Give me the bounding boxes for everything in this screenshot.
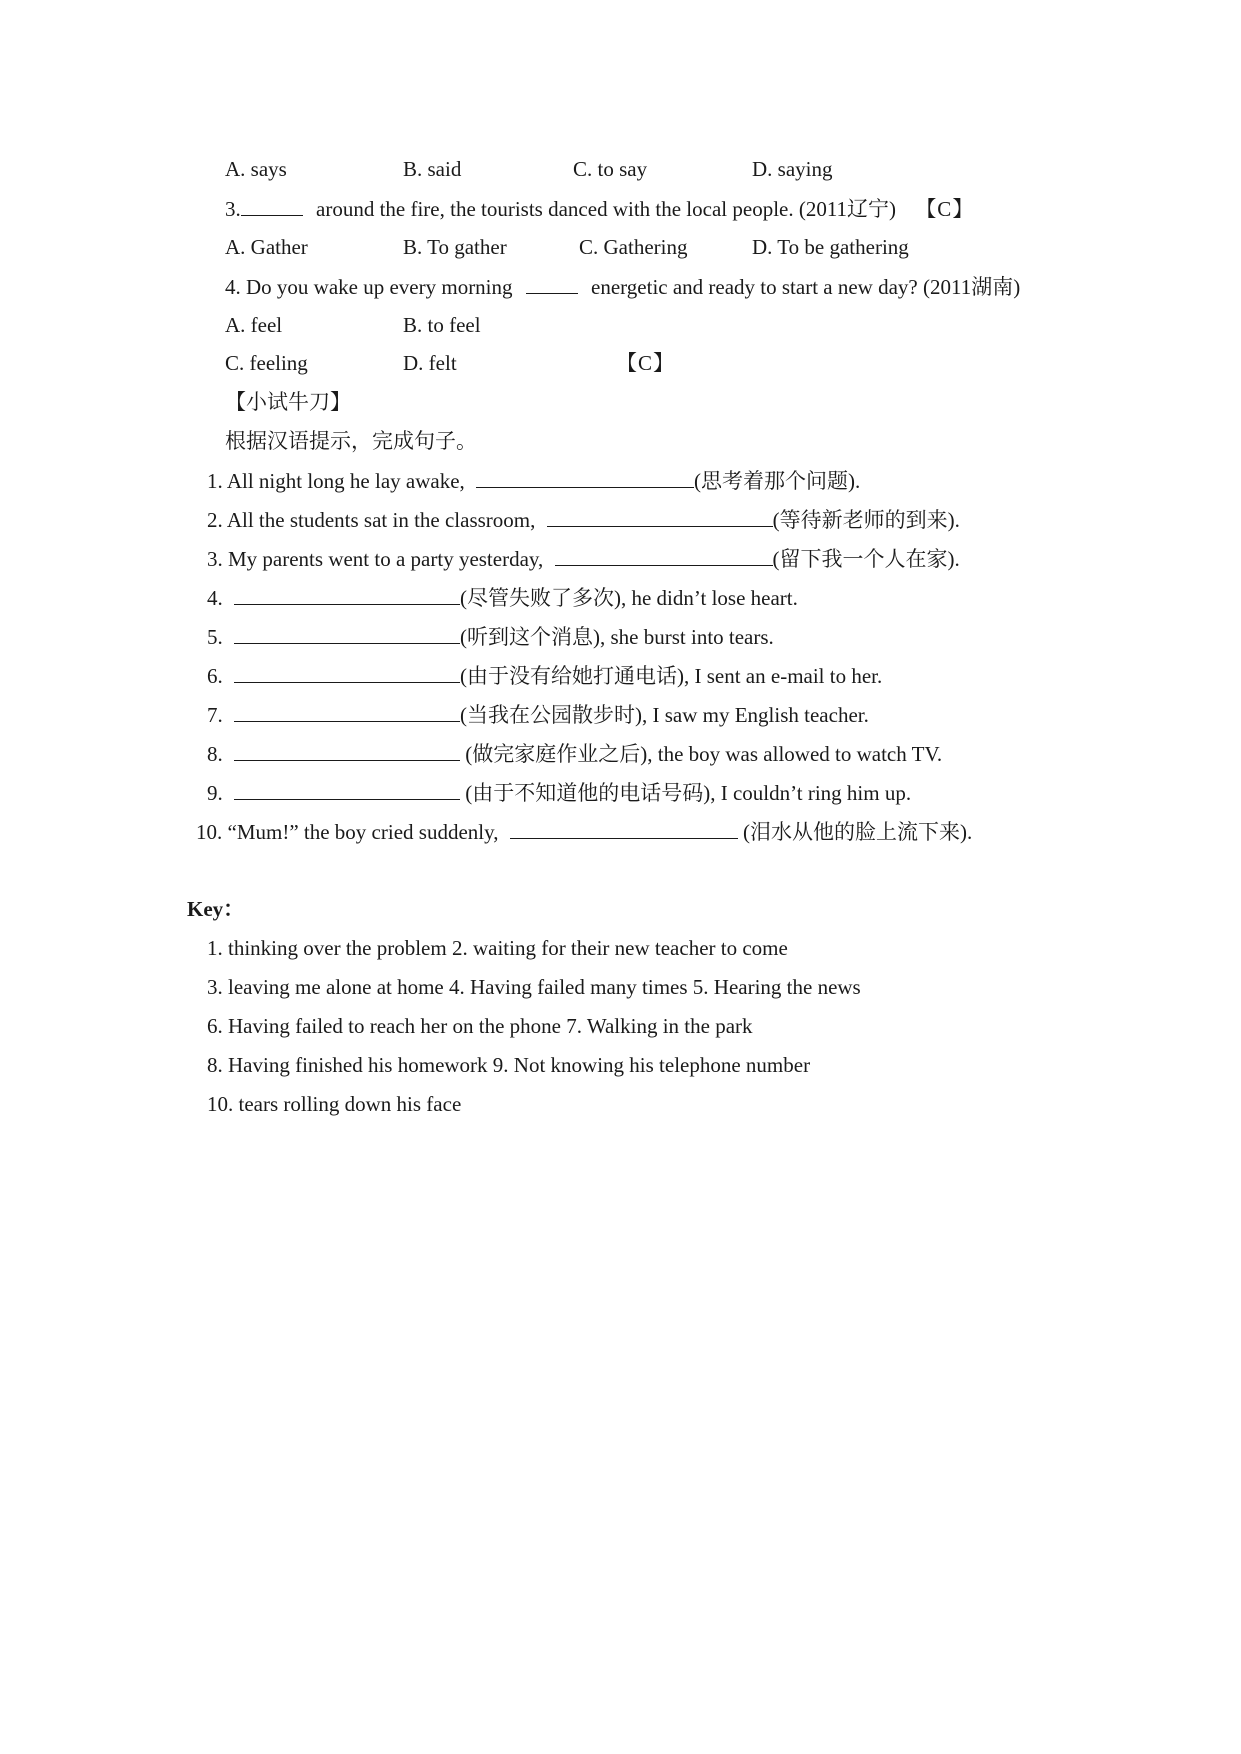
practice-item-number: 7. bbox=[207, 703, 223, 727]
practice-item-10 bbox=[196, 818, 972, 844]
q2-option-d: D. saying bbox=[752, 157, 833, 181]
practice-item-number: 6. bbox=[207, 664, 223, 688]
question-4-text-before: 4. Do you wake up every morning bbox=[225, 275, 513, 299]
answer-blank bbox=[510, 818, 738, 839]
question-3-number: 3. bbox=[225, 197, 241, 221]
answer-blank bbox=[234, 584, 460, 605]
question-4-text-after: energetic and ready to start a new day? (2011湖南) bbox=[591, 275, 1021, 299]
q2-option-c: C. to say bbox=[573, 157, 648, 181]
practice-item-1 bbox=[207, 467, 860, 493]
answer-blank bbox=[234, 623, 460, 644]
q2-option-a: A. says bbox=[225, 157, 287, 181]
practice-heading: 【小试牛刀】 bbox=[225, 390, 351, 414]
answer-blank bbox=[476, 467, 694, 488]
key-heading: Key： bbox=[187, 897, 245, 921]
q3-option-c: C. Gathering bbox=[579, 235, 688, 259]
practice-item-hint: (尽管失败了多次), he didn’t lose heart. bbox=[460, 586, 798, 610]
question-3-blank bbox=[241, 195, 303, 216]
practice-item-5 bbox=[207, 623, 774, 649]
practice-item-hint: (做完家庭作业之后), the boy was allowed to watch TV. bbox=[460, 742, 943, 766]
key-line: 8. Having finished his homework 9. Not knowing his telephone number bbox=[207, 1053, 811, 1077]
practice-item-7 bbox=[207, 701, 869, 727]
answer-blank bbox=[234, 662, 460, 683]
key-line: 3. leaving me alone at home 4. Having failed many times 5. Hearing the news bbox=[207, 975, 861, 999]
practice-instruction: 根据汉语提示，完成句子。 bbox=[225, 429, 477, 453]
practice-item-2 bbox=[207, 506, 960, 532]
practice-item-hint: (由于没有给她打通电话), I sent an e-mail to her. bbox=[460, 664, 883, 688]
practice-item-number: 2. bbox=[207, 508, 223, 532]
q3-option-b: B. To gather bbox=[403, 235, 507, 259]
practice-item-hint: (听到这个消息), she burst into tears. bbox=[460, 625, 774, 649]
practice-item-hint: (思考着那个问题). bbox=[694, 469, 861, 493]
practice-item-hint: (由于不知道他的电话号码), I couldn’t ring him up. bbox=[460, 781, 912, 805]
practice-item-text: My parents went to a party yesterday, bbox=[228, 547, 544, 571]
q3-option-a: A. Gather bbox=[225, 235, 308, 259]
key-line: 6. Having failed to reach her on the phone 7. Walking in the park bbox=[207, 1014, 753, 1038]
practice-item-3 bbox=[207, 545, 960, 571]
practice-item-number: 5. bbox=[207, 625, 223, 649]
practice-item-number: 10. bbox=[196, 820, 223, 844]
practice-item-4 bbox=[207, 584, 798, 610]
question-4 bbox=[225, 273, 1020, 299]
practice-item-hint: (等待新老师的到来). bbox=[772, 508, 960, 532]
question-3-answer: 【C】 bbox=[915, 197, 975, 221]
practice-item-hint: (当我在公园散步时), I saw my English teacher. bbox=[460, 703, 869, 727]
practice-item-text: All the students sat in the classroom, bbox=[226, 508, 536, 532]
answer-blank bbox=[234, 701, 460, 722]
answer-blank bbox=[234, 740, 460, 761]
practice-item-number: 4. bbox=[207, 586, 223, 610]
practice-item-number: 3. bbox=[207, 547, 223, 571]
practice-item-8 bbox=[207, 740, 942, 766]
q2-option-b: B. said bbox=[403, 157, 462, 181]
practice-item-text: All night long he lay awake, bbox=[226, 469, 465, 493]
q4-option-a: A. feel bbox=[225, 313, 283, 337]
key-line: 1. thinking over the problem 2. waiting for their new teacher to come bbox=[207, 936, 788, 960]
practice-item-number: 9. bbox=[207, 781, 223, 805]
practice-item-text: “Mum!” the boy cried suddenly, bbox=[227, 820, 499, 844]
q4-option-d: D. felt bbox=[403, 351, 457, 375]
practice-item-number: 8. bbox=[207, 742, 223, 766]
practice-item-hint: (泪水从他的脸上流下来). bbox=[737, 820, 973, 844]
practice-item-hint: (留下我一个人在家). bbox=[772, 547, 960, 571]
question-3-text: around the fire, the tourists danced with the local people. (2011辽宁) bbox=[316, 197, 897, 221]
question-4-answer: 【C】 bbox=[616, 351, 676, 375]
question-4-blank bbox=[526, 273, 578, 294]
q4-option-c: C. feeling bbox=[225, 351, 308, 375]
question-3 bbox=[225, 195, 974, 221]
practice-item-9 bbox=[207, 779, 911, 805]
practice-item-number: 1. bbox=[207, 469, 223, 493]
answer-blank bbox=[555, 545, 773, 566]
answer-blank bbox=[547, 506, 773, 527]
practice-item-6 bbox=[207, 662, 882, 688]
answer-blank bbox=[234, 779, 460, 800]
q4-option-b: B. to feel bbox=[403, 313, 481, 337]
key-line: 10. tears rolling down his face bbox=[207, 1092, 462, 1116]
q3-option-d: D. To be gathering bbox=[752, 235, 909, 259]
